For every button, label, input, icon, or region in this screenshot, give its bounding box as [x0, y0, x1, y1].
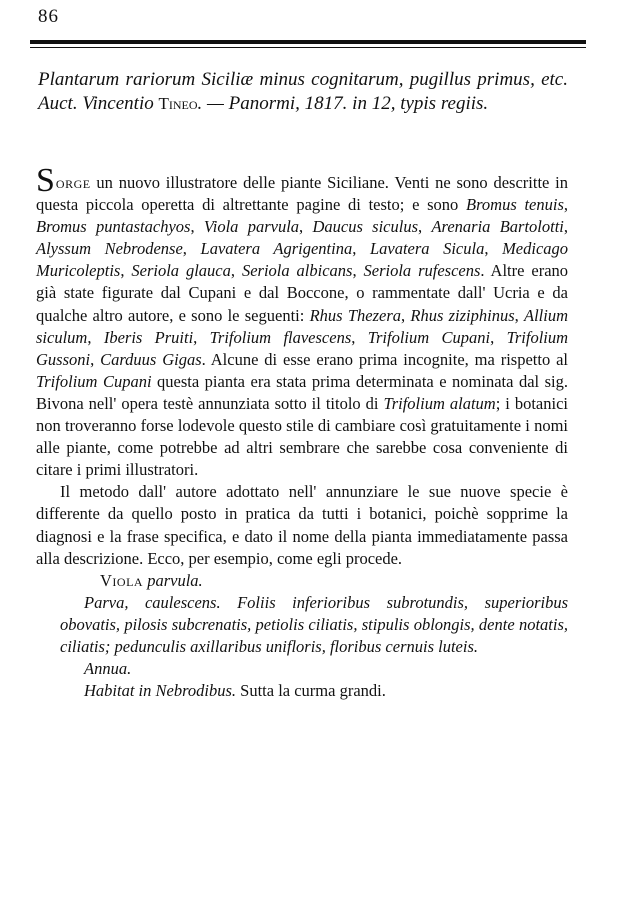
text-run: ,	[352, 239, 370, 259]
text-run: ,	[490, 327, 507, 347]
text-run: ,	[90, 349, 101, 369]
text-run: . Altre erano già state figurate dal Cupani e dal Boccone, o rammentate dall' Ucria e da qualche altro autore, e sono le seguenti:	[36, 261, 569, 325]
habitat-label: Habitat in Nebrodibus.	[84, 681, 237, 701]
species-name: Bromus puntastachyos	[36, 217, 191, 237]
drop-cap: S	[36, 162, 55, 199]
text-run: ,	[190, 217, 204, 237]
species-habitat	[36, 680, 568, 702]
species-name: Rhus Thezera	[309, 305, 401, 325]
text-run: ,	[352, 261, 364, 281]
review-title	[38, 68, 568, 116]
species-name: Rhus ziziphinus	[410, 305, 515, 325]
text-run: . Alcune di esse erano prima incognite, ma rispetto al	[201, 349, 568, 369]
text-run: questa pianta era stata prima determinata e nominata dal sig. Bivona nell' opera testè annunziata sotto il titolo di	[36, 371, 568, 413]
species-description: Parva, caulescens. Foliis inferioribus subrotundis, superioribus obovatis, pilosis subcrenatis, petiolis ciliatis, stipulis oblongis, dente notatis, ciliatis; pedunculis axillaribus unifloris, floribus cernuis luteis.	[60, 592, 568, 656]
species-name: Viola parvula	[203, 217, 300, 237]
species-name: Lavatera Agrigentina	[200, 239, 353, 259]
text-run: ,	[484, 239, 503, 259]
species-duration: Annua.	[84, 659, 132, 679]
article-body	[36, 162, 569, 702]
author-name: Tineo	[158, 94, 198, 113]
species-name: Seriola rufescens	[363, 261, 481, 281]
species-name: Alyssum Nebrodense	[36, 239, 183, 259]
text-run: ,	[193, 327, 210, 347]
species-name: Arenaria Bartolotti	[431, 217, 564, 237]
paragraph-1	[36, 162, 569, 481]
species-name: Trifolium Cupani	[367, 327, 491, 347]
species-name: Trifolium alatum	[383, 393, 496, 413]
species-name: Trifolium Gussoni	[36, 327, 569, 369]
species-name: Seriola albicans	[241, 261, 353, 281]
text-run: ,	[401, 305, 411, 325]
header-rule-thick	[30, 40, 586, 44]
text-run: ,	[563, 217, 569, 237]
page-number: 86	[38, 6, 59, 27]
lead-word: orge	[55, 173, 91, 192]
species-name: Trifolium flavescens	[209, 327, 352, 347]
species-name: Allium siculum	[36, 305, 569, 347]
species-name: Daucus siculus	[312, 217, 419, 237]
text-run: ,	[351, 327, 368, 347]
species-name: Bromus tenuis	[466, 195, 564, 215]
text-run: ,	[563, 195, 569, 215]
species-name: Seriola glauca	[131, 261, 231, 281]
habitat-text: Sutta la curma grandi.	[236, 681, 386, 701]
title-part-1: Plantarum rariorum Siciliæ minus cognitarum, pugillus primus, etc. Auct. Vincentio	[38, 69, 568, 114]
text-run: ; i botanici non troveranno forse lodevole questo stile di cambiare così gratuitamente i nomi alle piante, come potrebbe ad altri sembrare che sarebbe cosa conveniente di citare i primi illustratori.	[36, 393, 568, 480]
title-part-2: . — Panormi, 1817. in 12, typis regiis.	[197, 93, 489, 114]
paragraph-2: Il metodo dall' autore adottato nell' annunziare le sue nuove specie è differente da quello posto in pratica da tutti i botanici, poichè sopprime la diagnosi e la frase specifica, e dato il nome della pianta immediatamente passa alla descrizione. Ecco, per esempio, come egli procede.	[36, 482, 568, 568]
header-rule-thin	[30, 47, 586, 48]
text-run: ,	[418, 217, 432, 237]
text-run: ,	[299, 217, 313, 237]
species-name: Iberis Pruiti	[103, 327, 194, 347]
text-run: ,	[87, 327, 104, 347]
species-heading	[36, 570, 568, 592]
text-run: ,	[514, 305, 525, 325]
species-name: Lavatera Sicula	[369, 239, 485, 259]
species-name: Medicago Muricoleptis	[36, 239, 569, 281]
species-name: Trifolium Cupani	[36, 371, 152, 391]
species-genus: Viola	[100, 570, 144, 590]
text-run: un nuovo illustratore delle piante Siciliane. Venti ne sono descritte in questa piccola operetta di altrettante pagine di testo; e sono	[36, 173, 568, 215]
text-run: ,	[120, 261, 132, 281]
text-run: ,	[182, 239, 201, 259]
text-run: ,	[230, 261, 242, 281]
species-epithet: parvula.	[143, 570, 203, 590]
species-name: Carduus Gigas	[100, 349, 202, 369]
